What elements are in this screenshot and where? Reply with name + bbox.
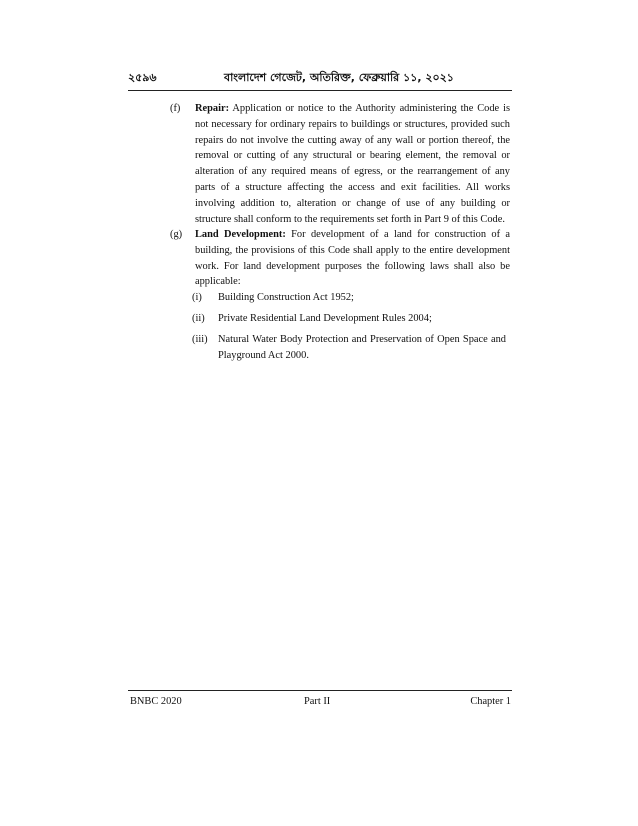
list-item-number: (ii) <box>192 313 205 324</box>
footer-divider <box>128 690 512 691</box>
clause-text: For development of a land for construction of a building, the provisions of this Code shall apply to the entire development work. For land development purposes the following laws shall also be applicable: <box>195 229 511 288</box>
list-item-text: Building Construction Act 1952; <box>218 292 354 303</box>
footer-part: Part II <box>304 696 331 707</box>
header-divider <box>128 90 512 91</box>
list-item-number: (iii) <box>192 334 208 345</box>
footer-chapter: Chapter 1 <box>470 696 511 707</box>
clause-body <box>195 227 510 290</box>
list-item-text: Private Residential Land Development Rules 2004; <box>218 313 432 324</box>
clause-number: (g) <box>170 229 183 240</box>
clause-text: Application or notice to the Authority administering the Code is not necessary for ordinary repairs to buildings or structures, provided such repairs do not involve the cutting away of any wall or portion thereof, the removal or cutting of any structural or bearing element, the removal or alteration of any required means of egress, or the rearrangement of any parts of a structure affecting the access and exit facilities. All works involving addition to, alteration or change of use of any building or structure shall conform to the requirements set forth in Part 9 of this Code. <box>195 103 510 225</box>
clause-number: (f) <box>170 103 181 114</box>
footer-code-name: BNBC 2020 <box>130 696 182 707</box>
list-item-text: Natural Water Body Protection and Preservation of Open Space and Playground Act 2000. <box>218 334 506 361</box>
clause-body <box>195 101 510 227</box>
page-header <box>128 67 512 87</box>
header-page-number: ২৫৯৬ <box>128 71 157 84</box>
header-title: বাংলাদেশ গেজেট, অতিরিক্ত, ফেব্রুয়ারি ১১, ২০২১ <box>224 71 454 84</box>
clause-heading: Repair: <box>195 103 230 114</box>
clause-heading: Land Development: <box>195 229 286 240</box>
list-item-number: (i) <box>192 292 202 303</box>
